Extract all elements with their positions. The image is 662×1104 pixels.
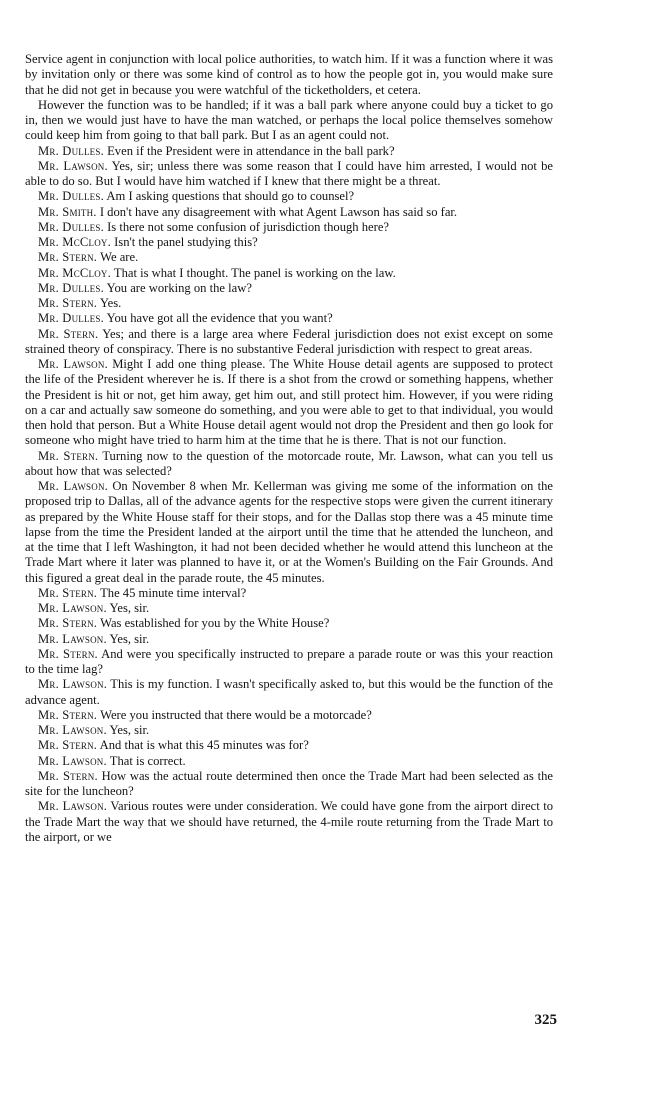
paragraph <box>25 754 553 769</box>
speaker-label: Mr. Stern. <box>38 585 98 600</box>
speaker-label: Mr. Dulles. <box>38 311 104 326</box>
speaker-label: Mr. Lawson. <box>38 357 108 371</box>
paragraph-text: Various routes were under consideration. We could have gone from the airport direct to the Trade Mart the way that we should have returned, the 4-mile route returning from the Trade Mart to the airport, or we <box>25 799 553 844</box>
speaker-label: Mr. Stern. <box>38 250 98 265</box>
speaker-label: Mr. Dulles. <box>38 219 104 234</box>
paragraph <box>25 632 553 647</box>
paragraph-text: You have got all the evidence that you want? <box>106 311 333 326</box>
paragraph <box>25 235 553 250</box>
speaker-label: Mr. Lawson. <box>38 753 107 768</box>
speaker-label: Mr. Lawson. <box>38 601 107 615</box>
speaker-label: Mr. Dulles. <box>38 143 104 158</box>
paragraph-text: Was established for you by the White House? <box>100 616 330 631</box>
paragraph <box>25 769 553 800</box>
speaker-label: Mr. Lawson. <box>38 677 108 692</box>
paragraph-text: Yes. <box>99 296 122 310</box>
paragraph-text: That is what I thought. The panel is working on the law. <box>113 265 396 280</box>
paragraph-text: On November 8 when Mr. Kellerman was giving me some of the information on the proposed trip to Dallas, all of the advance agents for the respective stops were given the current itinerary as prepared by the White House staff for their stops, and for the Dallas stop there was a 45 minute time lapse from the time the President landed at the airport until the time that he attended the luncheon, and at the time that I left Washington, it had not been decided whether he would attend this luncheon at the Trade Mart where it later was planned to have it, or at the Women's Building on the Fair Grounds. And this figured a great deal in the parade route, the 45 minutes. <box>25 479 553 585</box>
paragraph-text: Is there not some confusion of jurisdiction though here? <box>107 219 390 234</box>
paragraph <box>25 601 553 616</box>
paragraph-text: Yes, sir. <box>109 601 150 615</box>
paragraph-text: Even if the President were in attendance in the ball park? <box>107 143 395 158</box>
paragraph <box>25 723 553 738</box>
paragraph <box>25 52 553 98</box>
paragraph-text: We are. <box>100 250 139 265</box>
paragraph-text: Yes; and there is a large area where Federal jurisdiction does not exist except on some strained theory of conspiracy. There is no substantive Federal jurisdiction with respect to great areas. <box>25 326 553 356</box>
paragraph-text: Yes, sir. <box>109 723 150 737</box>
paragraph <box>25 189 553 204</box>
paragraph <box>25 616 553 631</box>
paragraph <box>25 738 553 753</box>
speaker-label: Mr. McCloy. <box>38 235 111 249</box>
transcript-page <box>25 52 553 845</box>
paragraph-text: And were you specifically instructed to prepare a parade route or was this your reaction to the time lag? <box>25 646 553 676</box>
speaker-label: Mr. Smith. <box>38 204 97 219</box>
paragraph-text: The 45 minute time interval? <box>100 585 247 600</box>
paragraph <box>25 327 553 358</box>
paragraph-text: Service agent in conjunction with local police authorities, to watch him. If it was a function where it was by invitation only or there was some kind of control as to how the people got in, you would make sure that he did not get in because you were watchful of the ticketholders, et cetera. <box>25 52 553 97</box>
speaker-label: Mr. Stern. <box>38 616 98 631</box>
paragraph <box>25 281 553 296</box>
speaker-label: Mr. Stern. <box>38 646 98 661</box>
paragraph-text: Might I add one thing please. The White House detail agents are supposed to protect the life of the President wherever he is. If there is a shot from the crowd or something happens, whether the President is hit or not, get him away, get him out, and still protect him. However, if you were riding on a car and actually saw someone do something, and you were able to get to that individual, you would then hold that person. But a White House detail agent would not drop the President and then go look for someone who might have tried to harm him at the time that he is there. That is not our function. <box>25 357 553 448</box>
paragraph <box>25 677 553 708</box>
speaker-label: Mr. Stern. <box>38 707 98 722</box>
paragraph <box>25 311 553 326</box>
paragraph <box>25 799 553 845</box>
speaker-label: Mr. Lawson. <box>38 479 108 493</box>
paragraph-text: That is correct. <box>109 753 186 768</box>
speaker-label: Mr. Stern. <box>38 326 99 341</box>
paragraph-text: And that is what this 45 minutes was for? <box>99 738 309 753</box>
speaker-label: Mr. Dulles. <box>38 189 104 204</box>
paragraph <box>25 357 553 449</box>
paragraph <box>25 296 553 311</box>
speaker-label: Mr. Stern. <box>38 448 99 463</box>
paragraph-text: Isn't the panel studying this? <box>114 235 258 249</box>
paragraph-text: Yes, sir. <box>109 631 150 646</box>
paragraph <box>25 586 553 601</box>
paragraph-text: Were you instructed that there would be a motorcade? <box>100 707 372 722</box>
paragraph <box>25 205 553 220</box>
paragraph-text: Yes, sir; unless there was some reason that I could have him arrested, I would not be able to do so. But I would have him watched if I knew that there might be a threat. <box>25 158 553 188</box>
page-number: 325 <box>534 1012 557 1028</box>
paragraph <box>25 449 553 480</box>
speaker-label: Mr. Lawson. <box>38 158 108 173</box>
paragraph <box>25 647 553 678</box>
paragraph-text: How was the actual route determined then once the Trade Mart had been selected as the site for the luncheon? <box>25 768 553 798</box>
paragraph-text: Am I asking questions that should go to counsel? <box>106 189 355 204</box>
speaker-label: Mr. Dulles. <box>38 280 104 295</box>
speaker-label: Mr. Stern. <box>38 768 98 783</box>
paragraph <box>25 144 553 159</box>
paragraph <box>25 98 553 144</box>
paragraph <box>25 266 553 281</box>
paragraph-text: Turning now to the question of the motorcade route, Mr. Lawson, what can you tell us about how that was selected? <box>25 448 553 478</box>
paragraph <box>25 479 553 586</box>
paragraph <box>25 250 553 265</box>
paragraph-text: However the function was to be handled; if it was a ball park where anyone could buy a ticket to go in, then we would just have to have the man watched, or perhaps the local police themselves somehow could keep him from going to that ball park. But I as an agent could not. <box>25 97 553 143</box>
paragraph-text: You are working on the law? <box>106 280 252 295</box>
speaker-label: Mr. Lawson. <box>38 723 107 737</box>
paragraph-text: This is my function. I wasn't specifically asked to, but this would be the function of the advance agent. <box>25 677 553 707</box>
paragraph <box>25 159 553 190</box>
paragraph <box>25 220 553 235</box>
speaker-label: Mr. McCloy. <box>38 265 111 280</box>
paragraph-text: I don't have any disagreement with what Agent Lawson has said so far. <box>99 204 458 219</box>
speaker-label: Mr. Lawson. <box>38 631 107 646</box>
speaker-label: Mr. Lawson. <box>38 799 108 814</box>
speaker-label: Mr. Stern. <box>38 738 98 753</box>
speaker-label: Mr. Stern. <box>38 296 98 310</box>
paragraph <box>25 708 553 723</box>
